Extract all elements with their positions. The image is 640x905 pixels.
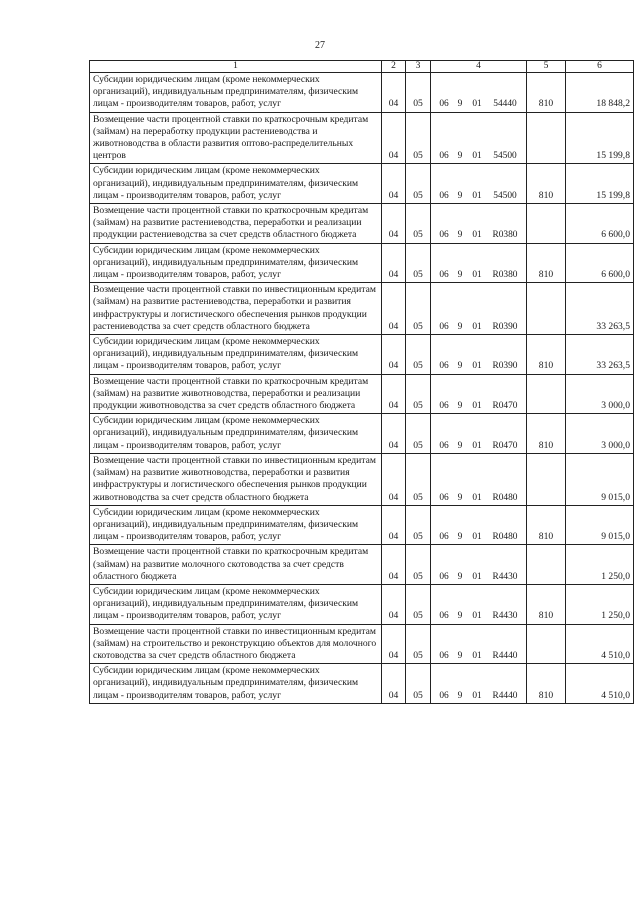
target-article-part: 01 — [472, 532, 482, 543]
section-code-cell: 04 — [382, 664, 406, 704]
row-name-cell: Возмещение части процентной ставки по краткосрочным кредитам (займам) на развитие молочного скотоводства за счет средств областного бюджета — [90, 545, 382, 585]
target-article-cell — [431, 283, 527, 335]
target-article-part: 9 — [457, 690, 463, 701]
subsection-code-cell: 05 — [406, 112, 431, 164]
section-code-cell: 04 — [382, 453, 406, 505]
section-code-cell: 04 — [382, 204, 406, 244]
target-article-part: R0390 — [492, 321, 518, 332]
subsection-code-cell: 05 — [406, 283, 431, 335]
subsection-code-cell: 05 — [406, 204, 431, 244]
target-article-part: 01 — [472, 361, 482, 372]
target-article-part: 06 — [439, 650, 449, 661]
table-row — [90, 112, 634, 164]
subsection-code-cell: 05 — [406, 453, 431, 505]
target-article-part: 54500 — [493, 190, 517, 201]
section-code-cell: 04 — [382, 112, 406, 164]
target-article-part: 01 — [472, 571, 482, 582]
target-article-part: 54440 — [493, 99, 517, 110]
table-row — [90, 73, 634, 113]
amount-cell: 9 015,0 — [566, 505, 634, 545]
section-code-cell: 04 — [382, 73, 406, 113]
subsection-code-cell: 05 — [406, 624, 431, 664]
column-header: 2 — [382, 61, 406, 73]
row-name-cell: Субсидии юридическим лицам (кроме некоммерческих организаций), индивидуальным предпринимателям, физическим лицам - производителям товаров, работ, услуг — [90, 243, 382, 283]
expense-type-cell: 810 — [527, 505, 566, 545]
target-article-part: 01 — [472, 99, 482, 110]
target-article-part: 01 — [472, 401, 482, 412]
target-article-part: 9 — [457, 151, 463, 162]
subsection-code-cell: 05 — [406, 584, 431, 624]
row-name-cell: Возмещение части процентной ставки по инвестиционным кредитам (займам) на развитие растениеводства, переработки и развития инфраструктуры и логистического обеспечения рынков продукции растениеводства за счет средств областного бюджета — [90, 283, 382, 335]
target-article-part: 9 — [457, 361, 463, 372]
target-article-part: 06 — [439, 611, 449, 622]
target-article-part: 06 — [439, 321, 449, 332]
target-article-part: 9 — [457, 190, 463, 201]
section-code-cell: 04 — [382, 164, 406, 204]
target-article-part: 06 — [439, 492, 449, 503]
subsection-code-cell: 05 — [406, 545, 431, 585]
amount-cell: 4 510,0 — [566, 624, 634, 664]
amount-cell: 33 263,5 — [566, 335, 634, 375]
target-article-part: 9 — [457, 611, 463, 622]
target-article-part: R0480 — [492, 492, 518, 503]
page-number: 27 — [315, 40, 325, 51]
expense-type-cell — [527, 624, 566, 664]
expense-type-cell: 810 — [527, 335, 566, 375]
table-row — [90, 664, 634, 704]
subsection-code-cell: 05 — [406, 414, 431, 454]
section-code-cell: 04 — [382, 414, 406, 454]
subsection-code-cell: 05 — [406, 243, 431, 283]
expense-type-cell: 810 — [527, 664, 566, 704]
expense-type-cell: 810 — [527, 414, 566, 454]
table-row — [90, 283, 634, 335]
expense-type-cell — [527, 204, 566, 244]
target-article-cell — [431, 624, 527, 664]
target-article-cell — [431, 204, 527, 244]
amount-cell: 3 000,0 — [566, 374, 634, 414]
target-article-part: 06 — [439, 230, 449, 241]
amount-cell: 1 250,0 — [566, 584, 634, 624]
table-row — [90, 243, 634, 283]
expense-type-cell: 810 — [527, 243, 566, 283]
target-article-part: R0470 — [492, 401, 518, 412]
target-article-part: 01 — [472, 321, 482, 332]
target-article-part: R0380 — [492, 230, 518, 241]
target-article-part: 01 — [472, 611, 482, 622]
amount-cell: 9 015,0 — [566, 453, 634, 505]
target-article-part: 06 — [439, 361, 449, 372]
row-name-cell: Субсидии юридическим лицам (кроме некоммерческих организаций), индивидуальным предпринимателям, физическим лицам - производителям товаров, работ, услуг — [90, 584, 382, 624]
target-article-part: 01 — [472, 492, 482, 503]
amount-cell: 6 600,0 — [566, 204, 634, 244]
target-article-part: 9 — [457, 571, 463, 582]
target-article-cell — [431, 505, 527, 545]
row-name-cell: Субсидии юридическим лицам (кроме некоммерческих организаций), индивидуальным предпринимателям, физическим лицам - производителям товаров, работ, услуг — [90, 414, 382, 454]
target-article-part: 06 — [439, 151, 449, 162]
table-row — [90, 584, 634, 624]
section-code-cell: 04 — [382, 584, 406, 624]
column-header: 1 — [90, 61, 382, 73]
target-article-cell — [431, 374, 527, 414]
amount-cell: 1 250,0 — [566, 545, 634, 585]
target-article-cell — [431, 584, 527, 624]
table-row — [90, 414, 634, 454]
target-article-part: R4440 — [492, 690, 518, 701]
table-row — [90, 505, 634, 545]
target-article-part: R0480 — [492, 532, 518, 543]
budget-table — [89, 60, 634, 704]
target-article-cell — [431, 664, 527, 704]
amount-cell: 15 199,8 — [566, 164, 634, 204]
target-article-part: 06 — [439, 190, 449, 201]
section-code-cell: 04 — [382, 283, 406, 335]
target-article-cell — [431, 164, 527, 204]
expense-type-cell: 810 — [527, 584, 566, 624]
section-code-cell: 04 — [382, 505, 406, 545]
target-article-cell — [431, 453, 527, 505]
subsection-code-cell: 05 — [406, 73, 431, 113]
target-article-part: R0380 — [492, 270, 518, 281]
row-name-cell: Возмещение части процентной ставки по краткосрочным кредитам (займам) на развитие животноводства, переработки и реализации продукции животноводства за счет средств областного бюджета — [90, 374, 382, 414]
expense-type-cell — [527, 374, 566, 414]
target-article-cell — [431, 112, 527, 164]
amount-cell: 33 263,5 — [566, 283, 634, 335]
row-name-cell: Субсидии юридическим лицам (кроме некоммерческих организаций), индивидуальным предпринимателям, физическим лицам - производителям товаров, работ, услуг — [90, 73, 382, 113]
section-code-cell: 04 — [382, 335, 406, 375]
target-article-part: 01 — [472, 151, 482, 162]
column-header: 5 — [527, 61, 566, 73]
expense-type-cell: 810 — [527, 164, 566, 204]
target-article-part: 9 — [457, 321, 463, 332]
target-article-part: 01 — [472, 270, 482, 281]
column-header: 6 — [566, 61, 634, 73]
amount-cell: 15 199,8 — [566, 112, 634, 164]
target-article-part: 01 — [472, 690, 482, 701]
amount-cell: 18 848,2 — [566, 73, 634, 113]
target-article-part: 9 — [457, 650, 463, 661]
target-article-part: 9 — [457, 99, 463, 110]
row-name-cell: Возмещение части процентной ставки по инвестиционным кредитам (займам) на строительство и реконструкцию объектов для молочного скотоводства за счет средств областного бюджета — [90, 624, 382, 664]
target-article-part: 01 — [472, 440, 482, 451]
row-name-cell: Субсидии юридическим лицам (кроме некоммерческих организаций), индивидуальным предпринимателям, физическим лицам - производителям товаров, работ, услуг — [90, 335, 382, 375]
section-code-cell: 04 — [382, 243, 406, 283]
target-article-cell — [431, 335, 527, 375]
section-code-cell: 04 — [382, 545, 406, 585]
expense-type-cell: 810 — [527, 73, 566, 113]
expense-type-cell — [527, 545, 566, 585]
target-article-cell — [431, 414, 527, 454]
table-row — [90, 624, 634, 664]
subsection-code-cell: 05 — [406, 505, 431, 545]
table-row — [90, 453, 634, 505]
subsection-code-cell: 05 — [406, 164, 431, 204]
table-row — [90, 545, 634, 585]
target-article-part: 06 — [439, 270, 449, 281]
table-row — [90, 204, 634, 244]
subsection-code-cell: 05 — [406, 374, 431, 414]
row-name-cell: Возмещение части процентной ставки по краткосрочным кредитам (займам) на развитие растениеводства, переработки и реализации продукции растениеводства за счет средств областного бюджета — [90, 204, 382, 244]
row-name-cell: Возмещение части процентной ставки по краткосрочным кредитам (займам) на переработку продукции растениеводства и животноводства в области развития оптово-распределительных центров — [90, 112, 382, 164]
target-article-part: 06 — [439, 571, 449, 582]
table-header-row — [90, 61, 634, 73]
target-article-part: 9 — [457, 532, 463, 543]
expense-type-cell — [527, 283, 566, 335]
target-article-part: 06 — [439, 440, 449, 451]
target-article-part: R4430 — [492, 611, 518, 622]
target-article-part: R0470 — [492, 440, 518, 451]
table-row — [90, 374, 634, 414]
section-code-cell: 04 — [382, 624, 406, 664]
target-article-part: R4430 — [492, 571, 518, 582]
target-article-part: 06 — [439, 690, 449, 701]
target-article-part: 9 — [457, 401, 463, 412]
column-header: 3 — [406, 61, 431, 73]
target-article-part: 06 — [439, 401, 449, 412]
target-article-part: 9 — [457, 270, 463, 281]
subsection-code-cell: 05 — [406, 335, 431, 375]
target-article-part: 06 — [439, 532, 449, 543]
row-name-cell: Субсидии юридическим лицам (кроме некоммерческих организаций), индивидуальным предпринимателям, физическим лицам - производителям товаров, работ, услуг — [90, 664, 382, 704]
target-article-part: 01 — [472, 650, 482, 661]
table-row — [90, 164, 634, 204]
table-row — [90, 335, 634, 375]
target-article-cell — [431, 73, 527, 113]
target-article-part: 01 — [472, 190, 482, 201]
target-article-part: 54500 — [493, 151, 517, 162]
target-article-part: R0390 — [492, 361, 518, 372]
target-article-part: 06 — [439, 99, 449, 110]
target-article-part: 01 — [472, 230, 482, 241]
expense-type-cell — [527, 112, 566, 164]
expense-type-cell — [527, 453, 566, 505]
amount-cell: 6 600,0 — [566, 243, 634, 283]
target-article-cell — [431, 545, 527, 585]
amount-cell: 4 510,0 — [566, 664, 634, 704]
target-article-part: 9 — [457, 230, 463, 241]
target-article-part: R4440 — [492, 650, 518, 661]
row-name-cell: Субсидии юридическим лицам (кроме некоммерческих организаций), индивидуальным предпринимателям, физическим лицам - производителям товаров, работ, услуг — [90, 505, 382, 545]
column-header: 4 — [431, 61, 527, 73]
section-code-cell: 04 — [382, 374, 406, 414]
row-name-cell: Возмещение части процентной ставки по инвестиционным кредитам (займам) на развитие животноводства, переработки и развития инфраструктуры и логистического обеспечения рынков продукции животноводства за счет средств областного бюджета — [90, 453, 382, 505]
row-name-cell: Субсидии юридическим лицам (кроме некоммерческих организаций), индивидуальным предпринимателям, физическим лицам - производителям товаров, работ, услуг — [90, 164, 382, 204]
target-article-part: 9 — [457, 440, 463, 451]
subsection-code-cell: 05 — [406, 664, 431, 704]
target-article-cell — [431, 243, 527, 283]
target-article-part: 9 — [457, 492, 463, 503]
amount-cell: 3 000,0 — [566, 414, 634, 454]
